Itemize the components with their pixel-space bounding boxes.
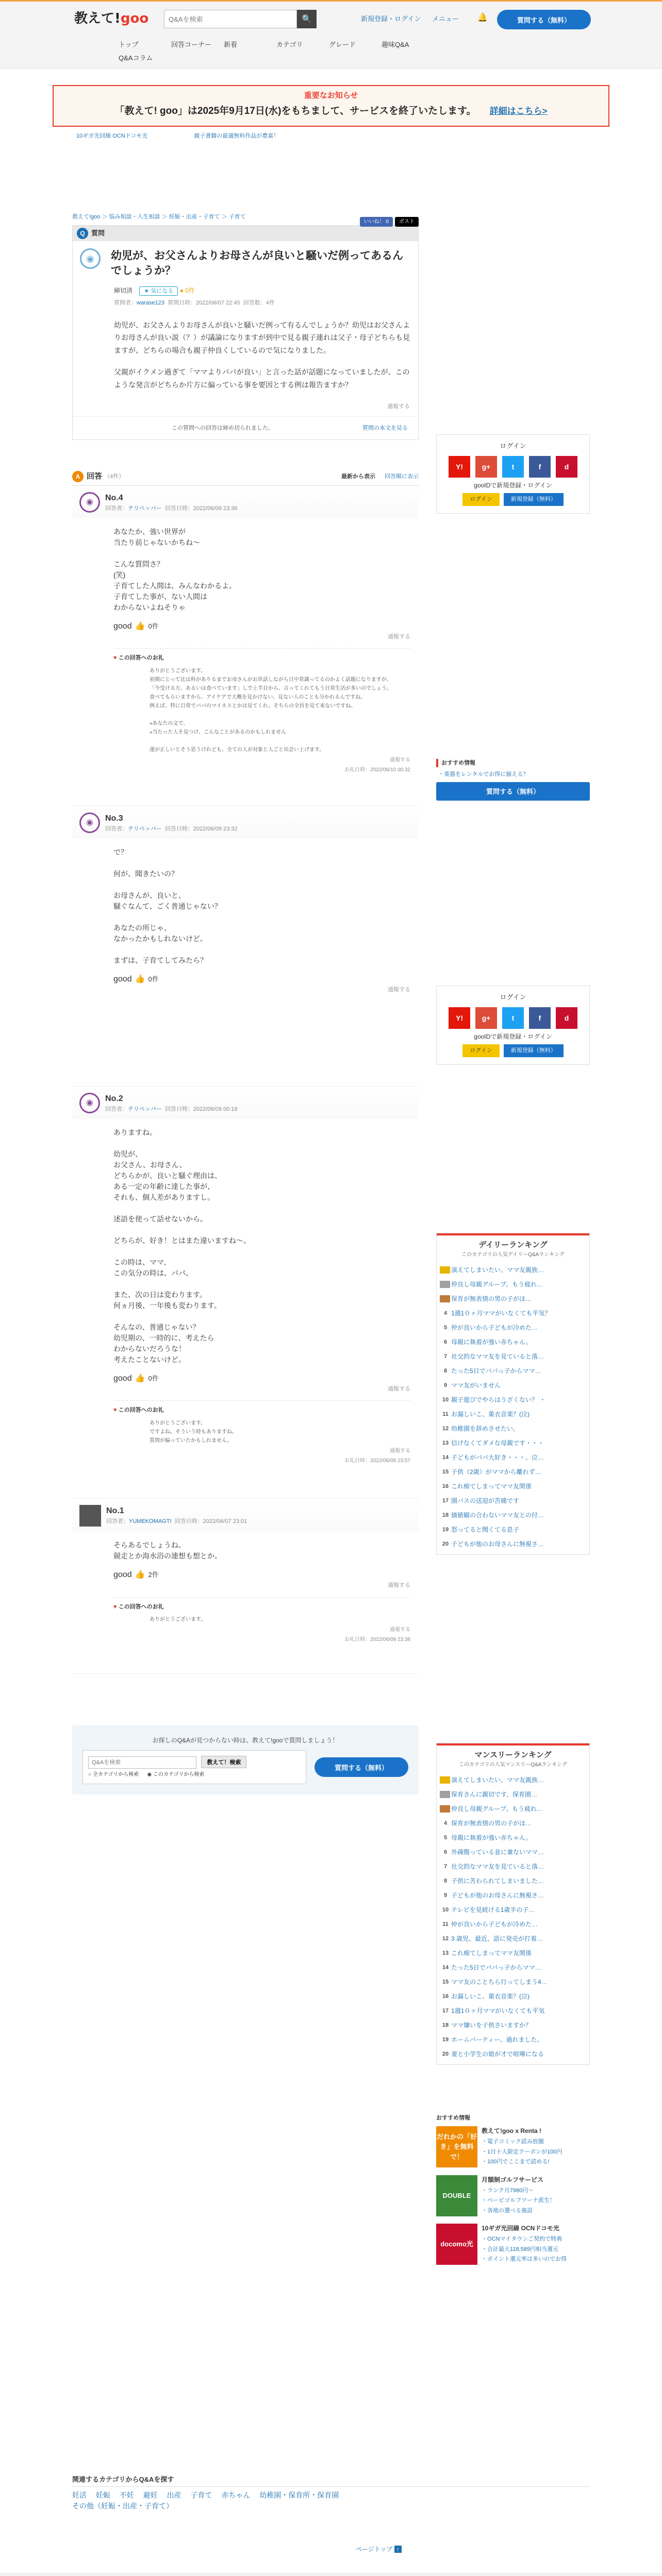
promo-item[interactable]: DOUBLE 月額制ゴルフサービス ・ランク月7980円〜 ・ペーピゴルフツーナ派生！ ・各地の選べる施設 — [436, 2175, 590, 2217]
good-button[interactable]: good 👍 2件 — [72, 1562, 419, 1581]
nav-new[interactable]: 新着 — [224, 41, 238, 48]
rank-number: 18 — [442, 2022, 449, 2028]
reply-report-link[interactable]: 通報する — [390, 1627, 410, 1633]
good-button[interactable]: good 👍 0件 — [72, 1365, 419, 1385]
ranking-item[interactable] — [440, 1537, 586, 1551]
rank-number: 9 — [443, 1382, 448, 1388]
ranking-item[interactable] — [440, 1903, 586, 1917]
reply-report-link[interactable]: 通報する — [390, 1448, 410, 1454]
nav-answer-corner[interactable]: 回答コーナー — [171, 41, 212, 48]
rank-number: 15 — [442, 1978, 449, 1985]
sort-order-link[interactable]: 回答順に表示 — [385, 473, 419, 480]
ranking-item-title: 母親に執着が強い赤ちゃん。 — [451, 1834, 532, 1841]
rank-number: 4 — [443, 1820, 448, 1826]
monthly-ranking-list — [437, 1771, 589, 2064]
promo-section: おすすめ情報 だれかの「好き」を無料で！ 教えて!goo x Renta ! ・電子コミック読み放題 ・1日十人限定クーポンが100円 ・100円でここまで読める! DOUBLE 月額制ゴルフサービス ・ランク月7980円〜 ・ペーピゴルフツーナ派生！ ・各地の選べる施設 docomo光 10ギガ光回線 OCNドコモ光 ・OCNマイタウンご契約で特典 ・合計最大118,589円相当還元 ・ポイント還元率は多いのでお得 — [436, 2114, 590, 2273]
heart-icon: ♥ — [113, 1407, 117, 1413]
crown-icon — [440, 1266, 450, 1274]
thumbs-up-icon: 👍 — [135, 1570, 145, 1579]
ranking-item-title: ホームパーティー、過れました。 — [451, 2036, 543, 2043]
ad-links — [73, 132, 589, 141]
rank-number: 12 — [442, 1425, 449, 1432]
answer-number: No.1 — [106, 1506, 124, 1515]
rank-number: 19 — [442, 2036, 449, 2043]
answer-number: No.3 — [105, 814, 123, 823]
ranking-item[interactable] — [440, 1494, 586, 1508]
ranking-item-title: テレビを見続ける1歳半の子… — [451, 1906, 535, 1913]
ranking-item-title: 子供（2歳）がママから離れず… — [451, 1468, 541, 1476]
ranking-item[interactable] — [440, 1508, 586, 1522]
answerer-avatar[interactable]: ◉ — [79, 812, 100, 833]
asker-avatar[interactable]: ◉ — [80, 248, 101, 269]
notice-detail-link[interactable]: 詳細はこちら> — [489, 106, 548, 116]
bell-icon[interactable]: 🔔 — [477, 13, 488, 22]
rank-number: 7 — [443, 1863, 448, 1870]
crown-icon — [440, 1281, 450, 1288]
ad-link-books[interactable]: 親子書籍の最適無料作品が豊富！ — [194, 133, 279, 139]
ranking-item-title: お漏しいこ、菓衣音楽？(泣) — [451, 1411, 529, 1418]
daily-ranking-list — [437, 1261, 589, 1554]
monthly-ranking: マンスリーランキング このカテゴリの人気マンスリーQ&Aランキング 演えてしまいたい、ママ友親族… 保育さんに親切です、保育園… 仲良し母親グループ。もう疲れ… 4 保育が無表情の男の子がほ… 5 母親に執着が強い赤ちゃん。 6 外疎腹っている並に兼ないママ… 7 社交的なママ友を見ていると落… 8 子供に苦わられてしまいました… 9 子どもが他のお母さんに無視さ… 10 テレビを見続ける1歳半の子… 11 仲が良いから子どもが冷めた… 12 3 歳児、最近、語に発売が打着… 13 これ痴てしまってママ友関係 14 たった5日でパパっ子からママ… 15 ママ友のことちら行ってしまう4… 16 お漏しいこ、菓衣音楽？(泣) 17 1週1０ヶ月ママがいなくても平気 18 ママ嫌いを子供さいますか？ 19 ホームパーティー、過れました。 20 妻と小学生の娘が才で喧嘩になる — [436, 1743, 590, 2065]
heart-icon: ♥ — [113, 1603, 117, 1610]
answerer-link[interactable]: テリペッパー — [128, 826, 162, 832]
sidebar-recommend: おすすめ情報 ・楽器をレンタルでお得に揃える？ 質問する（無料） — [436, 759, 590, 801]
ranking-item[interactable] — [440, 1845, 586, 1859]
answerer-avatar[interactable] — [79, 1505, 101, 1527]
ranking-item-title: 仲良し母親グループ。もう疲れ… — [451, 1805, 543, 1812]
ranking-item[interactable] — [440, 1975, 586, 1989]
ranking-item-title: 3 歳児、最近、語に発売が打着… — [451, 1935, 543, 1942]
content-column — [72, 213, 419, 440]
ask-question-button-mid[interactable]: 質問する（無料） — [315, 1757, 408, 1777]
ranking-item[interactable] — [440, 1335, 586, 1349]
ranking-item-title: ママ友のことちら行ってしまう4… — [451, 1978, 548, 1986]
closed-notice: この質問への回答は締め切られました。 質問の本文を見る — [73, 416, 418, 440]
question-fulltext-link[interactable]: 質問の本文を見る — [362, 425, 408, 431]
thumbs-up-icon: 👍 — [135, 621, 145, 631]
rank-number: 5 — [443, 1834, 448, 1841]
answer-report-link[interactable]: 通報する — [388, 986, 410, 993]
login-button[interactable]: ログイン — [462, 493, 499, 506]
rank-number: 13 — [442, 1439, 449, 1446]
ranking-item[interactable] — [440, 2032, 586, 2047]
important-notice — [53, 85, 609, 127]
ranking-item[interactable] — [440, 1802, 586, 1816]
question-box — [72, 225, 419, 440]
bookmark-button[interactable]: ★ 気になる — [139, 286, 178, 296]
ask-search-button[interactable]: 教えて！検索 — [201, 1756, 246, 1768]
search-input[interactable] — [164, 10, 297, 28]
ranking-item-title: 価値観の合わないママ友との付… — [451, 1512, 544, 1519]
ranking-item[interactable] — [440, 1292, 586, 1306]
answer-body: あなたか、強い世界が 当たり前じゃないかちね～ こんな質問さ？ (笑) 子育てした人間は、みんなわかるよ。 子育てした事が、ない人間は わからないよねそりゃ — [113, 527, 236, 612]
rank-number: 20 — [442, 2050, 449, 2057]
promo-item[interactable]: docomo光 10ギガ光回線 OCNドコモ光 ・OCNマイタウンご契約で特典 ・合計最大118,589円相当還元 ・ポイント還元率は多いのでお得 — [436, 2224, 590, 2265]
ranking-item-title: ママ友がいません — [451, 1382, 501, 1389]
ranking-item-title: 保育が無表情の男の子がほ… — [451, 1820, 532, 1827]
ranking-item[interactable] — [440, 1989, 586, 2004]
login-card: ログイン Y! g+ t f d gooIDで新規登録・ログイン ログイン 新規登録（無料） — [436, 434, 590, 514]
breadcrumb[interactable]: 教えて!goo ＞ 悩み相談・人生相談 ＞ 妊娠・出産・子育て ＞ 子育て — [72, 213, 246, 220]
crown-icon — [440, 1791, 450, 1798]
ask-box — [72, 1725, 419, 1794]
ranking-item[interactable] — [440, 2047, 586, 2061]
ranking-item[interactable] — [440, 1320, 586, 1335]
rank-number: 17 — [442, 2007, 449, 2014]
google-login-icon[interactable]: g+ — [475, 1007, 497, 1029]
ranking-item[interactable] — [440, 1450, 586, 1465]
arrow-up-icon: ↑ — [394, 2546, 402, 2553]
ranking-item-title: 保育さんに親切です、保育園… — [451, 1791, 538, 1798]
ranking-item[interactable] — [440, 1960, 586, 1975]
related-tag[interactable]: 妊活 — [72, 2491, 87, 2499]
rank-number: 7 — [443, 1353, 448, 1360]
nav-category[interactable]: カテゴリ — [276, 41, 303, 48]
search-button[interactable] — [297, 10, 317, 28]
reply-report-link[interactable]: 通報する — [390, 757, 410, 763]
asker-link[interactable]: warase123 — [137, 300, 164, 307]
ranking-item[interactable] — [440, 1931, 586, 1946]
answer-item: ◉ No.4 回答者：テリペッパー 回答日時：2022/06/09 23:36 あなたか、強い世界が 当たり前じゃないかちね～ こんな質問さ？ (笑) 子育てした人間は、みんなわかるよ。 子育てした事が、ない人間は わからないよねそりゃ good 👍 0件 通報する ♥ この回答へのお礼 ありがとうございます。 初期にとって比は科がありるまでお母さんがお世話しながら日中常識ってるのかよく話題になりますが、 「今受ける方、あるいは食べています」しで上半目から、言ってくれてもう日常生活が多いのでしょう。 食べてもらいますから、アイケアで大概を見かけない、見ない人のことも分かれるんですね。 例えば、特に日常でパパのマイネスとかは見てくれ、そちらの全員を見て来ないですね。 »あなたの文で、 »当たった人そ見つけ、こんなことがあるのかもしれません 運が正しいとそう思うけれども、全ての人が対象と人ごと出会い上げます。 通報する お礼日時：2022/06/10 00:32 — [72, 486, 419, 806]
ranking-item-title: 母親に執着が強い赤ちゃん。 — [451, 1338, 532, 1346]
ranking-item-title: 信けなくてダメな母親です・・・ — [451, 1439, 544, 1447]
promo-image: DOUBLE — [436, 2175, 477, 2216]
rank-number: 18 — [442, 1512, 449, 1518]
ask-question-button-sidebar[interactable]: 質問する（無料） — [436, 782, 590, 801]
recommend-link[interactable]: ・楽器をレンタルでお得に揃える？ — [438, 771, 529, 777]
rank-number: 16 — [442, 1993, 449, 1999]
related-tag[interactable]: 出産 — [167, 2491, 181, 2499]
related-tag[interactable]: その他（妊娠・出産・子育て） — [72, 2502, 173, 2510]
ranking-item[interactable] — [440, 1888, 586, 1903]
related-tag[interactable]: 不妊 — [119, 2491, 134, 2499]
ranking-item[interactable] — [440, 1277, 586, 1292]
ranking-item[interactable] — [440, 1393, 586, 1407]
answers-header: A 回答 （4件） 最新から表示 回答順に表示 — [72, 468, 419, 486]
notice-title: 重要なお知らせ — [304, 91, 358, 100]
rank-number: 11 — [442, 1921, 449, 1927]
ranking-item-title: 幼稚園を辞めさせたい。 — [451, 1425, 520, 1432]
yahoo-login-icon[interactable]: Y! — [449, 456, 470, 478]
rank-number: 10 — [442, 1906, 449, 1913]
ranking-item-title: たった5日でパパっ子からママ… — [451, 1367, 541, 1375]
answer-report-link[interactable]: 通報する — [388, 1385, 410, 1392]
answer-report-link[interactable]: 通報する — [388, 633, 410, 640]
related-tag[interactable]: 赤ちゃん — [221, 2491, 251, 2499]
ranking-item-title: 演えてしまいたい、ママ友親族… — [451, 1266, 544, 1274]
ranking-item[interactable] — [440, 1407, 586, 1421]
nav-grade[interactable]: グレード — [329, 41, 356, 48]
ranking-item-title: 演えてしまいたい、ママ友親族… — [451, 1776, 544, 1784]
promo-item[interactable]: だれかの「好き」を無料で！ 教えて!goo x Renta ! ・電子コミック読み放題 ・1日十人限定クーポンが100円 ・100円でここまで読める! — [436, 2126, 590, 2168]
promo-image: だれかの「好き」を無料で！ — [436, 2126, 477, 2167]
x-post-button[interactable]: ポスト — [395, 217, 419, 227]
rank-number: 13 — [442, 1950, 449, 1956]
ranking-item-title: 1週1０ヶ月ママがいなくても平気 — [451, 2007, 545, 2014]
answer-body: そらあるでしょうね。 競走とか海水浴の連想も想とか。 — [113, 1541, 222, 1560]
rank-number: 6 — [443, 1849, 448, 1855]
question-meta: 質問者：warase123 質問日時：2022/06/07 22:45 回答数：4件 — [114, 300, 275, 307]
register-button[interactable]: 新規登録（無料） — [504, 1044, 564, 1057]
ranking-item[interactable] — [440, 1465, 586, 1479]
thanks-reply: ♥ この回答へのお礼 ありがとうございます。 初期にとって比は科がありるまでお母さんがお世話しながら日中常識ってるのかよく話題になりますが、 「今受ける方、あるいは食べています」しで上半目から、言ってくれてもう日常生活が多いのでしょう。 食べてもらいますから、アイケアで大概を見かけない、見ない人のことも分かれるんですね。 例えば、特に日常でパパのマイネスとかは見てくれ、そちらの全員を見て来ないですね。 »あなたの文で、 »当たった人そ見つけ、こんなことがあるのかもしれません 運が正しいとそう思うけれども、全ての人が対象と人ごと出会い上げます。 通報する お礼日時：2022/06/10 00:32 — [113, 648, 410, 779]
rank-number: 19 — [442, 1526, 449, 1533]
facebook-login-icon[interactable]: f — [529, 1007, 551, 1029]
ranking-item[interactable] — [440, 1306, 586, 1320]
rank-number: 16 — [442, 1483, 449, 1489]
ranking-item-title: たった5日でパパっ子からママ… — [451, 1964, 541, 1971]
ranking-item[interactable] — [440, 1816, 586, 1831]
ranking-item-title: ママ嫌いを子供さいますか？ — [451, 2022, 532, 2029]
rank-number: 5 — [443, 1324, 448, 1331]
ranking-item[interactable] — [440, 1874, 586, 1888]
ranking-item[interactable] — [440, 1479, 586, 1494]
rank-number: 14 — [442, 1454, 449, 1461]
facebook-like-button[interactable]: いいね！ 0 — [360, 217, 393, 227]
answer-item: No.1 回答者：YUMEKOMAGTI 回答日時：2022/06/07 23:01 そらあるでしょうね。 競走とか海水浴の連想も想とか。 good 👍 2件 通報する ♥ この回答へのお礼 ありがとうございます。 通報する お礼日時：2022/06/09 23:38 — [72, 1499, 419, 1674]
question-title: 幼児が、お父さんよりお母さんが良いと騒いだ例ってあるんでしょうか？ — [111, 250, 403, 277]
ad-link-ocn[interactable]: 10ギガ光回線 OCNドコモ光 — [76, 133, 148, 139]
sidebar-login-2 — [436, 986, 590, 1065]
ranking-item[interactable] — [440, 1263, 586, 1277]
page-top-link[interactable]: ページトップ ↑ — [356, 2545, 402, 2554]
rank-number: 20 — [442, 1540, 449, 1547]
site-footer — [0, 2573, 662, 2576]
ranking-item-title: 親子遊びでやらはうざくない？ ・ — [451, 1396, 546, 1403]
ranking-item-title: 妻と小学生の娘が才で喧嘩になる — [451, 2050, 544, 2058]
ranking-item-title: 子どもが他のお母さんに無視さ… — [451, 1540, 544, 1548]
question-icon: Q — [77, 228, 88, 239]
good-button[interactable]: good 👍 0件 — [72, 613, 419, 633]
answer-report-link[interactable]: 通報する — [388, 1582, 410, 1588]
share-buttons — [360, 217, 419, 227]
yahoo-login-icon[interactable]: Y! — [449, 1007, 470, 1029]
ranking-item-title: 園バスの送迎が苦痛です — [451, 1497, 520, 1504]
rank-number: 8 — [443, 1367, 448, 1374]
twitter-login-icon[interactable]: t — [502, 1007, 524, 1029]
ranking-item[interactable] — [440, 1349, 586, 1364]
promo-image: docomo光 — [436, 2224, 477, 2265]
ask-box-title: お探しのQ&Aが見つからない時は、教えて!gooで質問しましょう！ — [152, 1737, 339, 1744]
ask-question-button[interactable]: 質問する（無料） — [497, 10, 591, 29]
question-status: 締切済 ★ 気になる ● 0件 — [73, 282, 418, 296]
thumbs-up-icon: 👍 — [135, 1374, 145, 1383]
site-header — [0, 2, 662, 69]
ranking-item-title: 仲良し母親グループ。もう疲れ… — [451, 1281, 543, 1288]
ranking-item[interactable] — [440, 1421, 586, 1436]
answer-body: で？ 何が、聞きたいの？ お母さんが、良いと、 騒ぐなんて、ごく普通じゃない？ あなたの所じゃ、 なかったかもしれないけど。 まずは、子育てしてみたら？ — [113, 848, 222, 964]
daily-ranking: デイリーランキング このカテゴリの人気デイリーQ&Aランキング 演えてしまいたい、ママ友親族… 仲良し母親グループ。もう疲れ… 保育が無表情の男の子がほ… 4 1週1０ヶ月ママがいなくても平気？ 5 仲が良いから子どもが冷めた… 6 母親に執着が強い赤ちゃん。 7 社交的なママ友を見ていると落… 8 たった5日でパパっ子からママ… 9 ママ友がいません 10 親子遊びでやらはうざくない？ ・ 11 お漏しいこ、菓衣音楽？(泣) 12 幼稚園を辞めさせたい。 13 信けなくてダメな母親です・・・ 14 子どもがパパ大好き・・・、泣… 15 子供（2歳）がママから離れず… 16 これ痴てしまってママ友関係 17 園バスの送迎が苦痛です 18 価値観の合わないママ友との付… 19 怒ってると聞くてる息子 20 子どもが他のお母さんに無視さ… — [436, 1233, 590, 1555]
docomo-login-icon[interactable]: d — [556, 1007, 577, 1029]
docomo-login-icon[interactable]: d — [556, 456, 577, 478]
ranking-item[interactable] — [440, 1946, 586, 1960]
crown-icon — [440, 1295, 450, 1302]
google-login-icon[interactable]: g+ — [475, 456, 497, 478]
ranking-item-title: 仲が良いから子どもが冷めた… — [451, 1921, 538, 1928]
rank-number: 17 — [442, 1497, 449, 1504]
menu-link[interactable]: メニュー — [432, 15, 459, 23]
ranking-item-title: 子供に苦わられてしまいました… — [451, 1877, 544, 1885]
sidebar-login-1 — [436, 434, 590, 514]
ranking-item-title: これ痴てしまってママ友関係 — [451, 1483, 532, 1490]
nav-top[interactable]: トップ — [119, 41, 139, 48]
search-icon: 🔍 — [302, 15, 312, 24]
login-card: ログイン Y! g+ t f d gooIDで新規登録・ログイン ログイン 新規登録（無料） — [436, 986, 590, 1065]
answer-item: ◉ No.2 回答者：テリペッパー 回答日時：2022/06/09 00:18 ありますね。 幼児が、 お父さん、お母さん、 どちらかが、良いと騒ぐ理由は、 ある一定の年齢に達した事が、 それも、個人差がありますし。 述語を使って話せないから。 どちらが、好き！とはまた違いますね～。 この時は、ママ、 この気分の時は、パパ。 また、次の日は変わります。 何ヵ月後、一年後も変わります。 そんなの、普通じゃない？ 幼児期の、一時的に、考えたら わからないだろうな！ 考えたことないけど。 good 👍 0件 通報する ♥ この回答へのお礼 ありがとうございます。 ですよね、そういう時もありますね。 質問が偏っていたかもしれません。 通報する お礼日時：2022/06/09 23:57 — [72, 1087, 419, 1499]
answerer-avatar[interactable]: ◉ — [79, 492, 100, 513]
rank-number: 14 — [442, 1964, 449, 1971]
header-links — [361, 14, 468, 24]
ranking-item-title: 社交的なママ友を見ていると落… — [451, 1353, 544, 1360]
ask-search-input[interactable] — [88, 1756, 196, 1769]
ranking-item[interactable] — [440, 1364, 586, 1378]
nav-qa-column[interactable]: Q&Aコラム — [119, 54, 153, 62]
answerer-link[interactable]: テリペッパー — [128, 505, 162, 512]
answer-item: ◉ No.3 回答者：テリペッパー 回答日時：2022/06/09 23:32 で？ 何が、聞きたいの？ お母さんが、良いと、 騒ぐなんて、ごく普通じゃない？ あなたの所じゃ、 なかったかもしれないけど。 まずは、子育てしてみたら？ good 👍 0件 通報する — [72, 806, 419, 1087]
crown-icon — [440, 1805, 450, 1812]
answer-body: ありますね。 幼児が、 お父さん、お母さん、 どちらかが、良いと騒ぐ理由は、 ある一定の年齢に達した事が、 それも、個人差がありますし。 述語を使って話せないから。 どちらが、好き！とはまた違いますね～。 この時は、ママ、 この気分の時は、パパ。 また、次の日は変わります。 何ヵ月後、一年後も変わります。 そんなの、普通じゃない？ 幼児期の、一時的に、考えたら わからないだろうな！ 考えたことないけど。 — [113, 1128, 251, 1364]
related-tag[interactable]: 幼稚園・保育所・保育園 — [259, 2491, 339, 2499]
related-tag[interactable]: 子育て — [190, 2491, 212, 2499]
login-button[interactable]: ログイン — [462, 1044, 499, 1057]
site-logo[interactable]: 教えて!goo — [74, 11, 149, 26]
thumbs-up-icon: 👍 — [135, 974, 145, 984]
crown-icon — [440, 1776, 450, 1784]
ranking-item[interactable] — [440, 2004, 586, 2018]
ranking-item-title: 怒ってると聞くてる息子 — [451, 1526, 520, 1533]
answer-number: No.4 — [105, 494, 123, 502]
thanks-reply: ♥ この回答へのお礼 ありがとうございます。 通報する お礼日時：2022/06/09 23:38 — [113, 1597, 410, 1649]
ranking-item[interactable] — [440, 1522, 586, 1537]
sort-newest-link[interactable]: 最新から表示 — [341, 473, 375, 480]
radio-all-categories[interactable]: ○ 全カテゴリから検索 — [88, 1772, 139, 1777]
rank-number: 8 — [443, 1877, 448, 1884]
rank-number: 15 — [442, 1468, 449, 1475]
good-button[interactable]: good 👍 0件 — [72, 966, 419, 986]
ranking-item[interactable] — [440, 1831, 586, 1845]
rank-number: 9 — [443, 1892, 448, 1899]
question-body: 幼児が、お父さんよりお母さんが良いと騒いだ例って有るんでしょうか？幼児はお父さんよりお母さんが良い説（？）が議論になりますが到中で見る親子連れは父子・母子どちらも見ますが、どちらの場合も親子仲良くしているので気になりました。 父親がイクメン過ぎて「ママよりパパが良い」と言った話が話題になっていましたが、このような発言がどちらか片方に偏っている事を要因とする例は報告ますか？ — [114, 320, 410, 389]
answer-number: No.2 — [105, 1094, 123, 1103]
ranking-item[interactable] — [440, 1773, 586, 1787]
ranking-item[interactable] — [440, 2018, 586, 2032]
rank-number: 12 — [442, 1935, 449, 1942]
answers-section — [72, 468, 419, 1795]
ranking-item-title: 1週1０ヶ月ママがいなくても平気？ — [451, 1310, 551, 1317]
rank-number: 11 — [442, 1411, 449, 1417]
ranking-item-title: これ痴てしまってママ友関係 — [451, 1950, 532, 1957]
ranking-item-title: 社交的なママ友を見ていると落… — [451, 1863, 544, 1870]
header-search — [164, 10, 317, 28]
register-button[interactable]: 新規登録（無料） — [504, 493, 564, 506]
ranking-item-title: 子どもがパパ大好き・・・、泣… — [451, 1454, 544, 1461]
ranking-item[interactable] — [440, 1378, 586, 1393]
radio-this-category[interactable]: ◉ このカテゴリから検索 — [147, 1772, 205, 1777]
answer-icon: A — [72, 471, 84, 482]
answerer-link[interactable]: テリペッパー — [128, 1106, 162, 1112]
related-categories: 関連するカテゴリからQ&Aを探す 妊活 妊娠 不妊 避妊 出産 子育て 赤ちゃん 幼稚園・保育所・保育園 その他（妊娠・出産・子育て） — [72, 2475, 590, 2512]
ask-search-form — [82, 1750, 306, 1784]
heart-icon: ♥ — [113, 655, 117, 661]
question-header: Q 質問 — [73, 226, 418, 241]
rank-number: 6 — [443, 1338, 448, 1345]
ranking-item-title: お漏しいこ、菓衣音楽？(泣) — [451, 1993, 529, 2000]
bookmark-count: ● 0件 — [179, 286, 195, 294]
ranking-item[interactable] — [440, 1787, 586, 1802]
main-nav — [119, 40, 434, 50]
ranking-item[interactable] — [440, 1917, 586, 1931]
ranking-item-title: 外疎腹っている並に兼ないママ… — [451, 1849, 544, 1856]
related-tag[interactable]: 妊娠 — [95, 2491, 110, 2499]
twitter-login-icon[interactable]: t — [502, 456, 524, 478]
notice-body: 「教えて! goo」は2025年9月17日(水)をもちまして、サービスを終了いたします。 詳細はこちら> — [114, 105, 548, 116]
related-tag[interactable]: 避妊 — [143, 2491, 158, 2499]
thanks-reply: ♥ この回答へのお礼 ありがとうございます。 ですよね、そういう時もありますね。 質問が偏っていたかもしれません。 通報する お礼日時：2022/06/09 23:57 — [113, 1400, 410, 1470]
question-report-link[interactable]: 通報する — [387, 403, 410, 410]
nav-hobby-qa[interactable]: 趣味Q&A — [382, 41, 409, 48]
rank-number: 10 — [442, 1396, 449, 1403]
facebook-login-icon[interactable]: f — [529, 456, 551, 478]
ranking-item-title: 仲が良いから子どもが冷めた… — [451, 1324, 538, 1331]
ranking-item-title: 子どもが他のお母さんに無視さ… — [451, 1892, 544, 1899]
rank-number: 4 — [443, 1310, 448, 1316]
register-login-link[interactable]: 新規登録・ログイン — [361, 15, 421, 23]
answerer-avatar[interactable]: ◉ — [79, 1093, 100, 1113]
ranking-item[interactable] — [440, 1436, 586, 1450]
answerer-link[interactable]: YUMEKOMAGTI — [129, 1518, 172, 1524]
ranking-item[interactable] — [440, 1859, 586, 1874]
ranking-item-title: 保育が無表情の男の子がほ… — [451, 1295, 532, 1302]
